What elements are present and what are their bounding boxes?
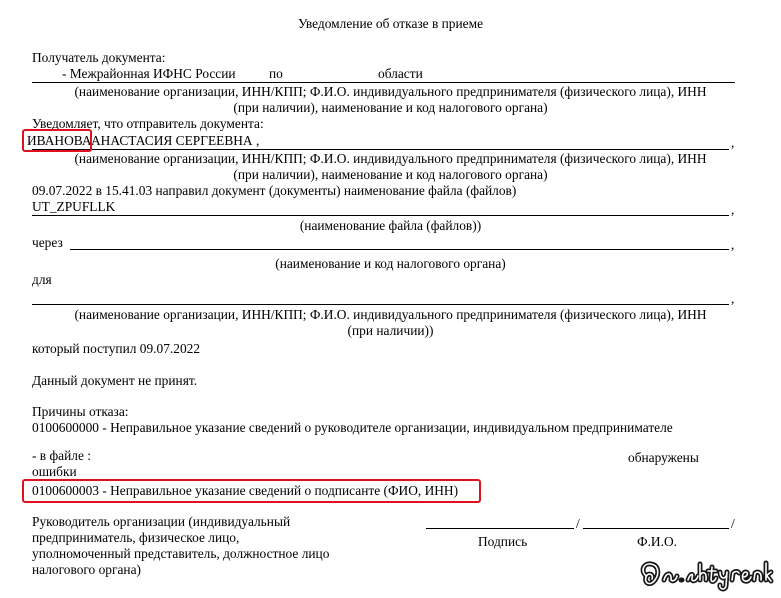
signature-line: [426, 528, 574, 529]
reason-highlight-box: [22, 479, 481, 503]
head-line-2: предприниматель, физическое лицо,: [32, 530, 240, 545]
sender-name: АНАСТАСИЯ СЕРГЕЕВНА ,: [91, 133, 260, 148]
file-comma: ,: [731, 202, 735, 217]
file-note: (наименование файла (файлов)): [299, 218, 482, 233]
recipient-prefix: - Межрайонная ИФНС России: [62, 66, 236, 81]
sender-note-2: (при наличии), наименование и код налогового органа): [233, 167, 548, 182]
recipient-po: по: [269, 66, 283, 81]
for-label: для: [32, 272, 52, 287]
head-line-4: налогового органа): [32, 562, 141, 577]
fio-line: [583, 528, 729, 529]
via-label: через: [32, 235, 63, 250]
file-underline: [32, 215, 729, 216]
sender-comma: ,: [731, 135, 735, 150]
head-line-3: уполномоченный представитель, должностное лицо: [32, 546, 330, 561]
sent-line: 09.07.2022 в 15.41.03 направил документ (документы) наименование файла (файлов): [32, 183, 517, 198]
via-note: (наименование и код налогового органа): [275, 256, 506, 271]
for-comma: ,: [731, 291, 735, 306]
surname-highlight-box: [22, 129, 92, 152]
document-title: Уведомление об отказе в приеме: [297, 16, 484, 31]
for-note-1: (наименование организации, ИНН/КПП; Ф.И.О. индивидуального предпринимателя (физического лица), ИНН: [74, 307, 707, 322]
via-underline: [70, 249, 729, 250]
fio-label: Ф.И.О.: [637, 534, 677, 549]
reasons-label: Причины отказа:: [32, 404, 129, 419]
reason-1: 0100600000 - Неправильное указание сведений о руководителе организации, индивидуальном предпринимателе: [32, 420, 673, 435]
notify-label: Уведомляет, что отправитель документа:: [32, 116, 264, 131]
not-accepted: Данный документ не принят.: [32, 373, 198, 388]
recipient-label: Получатель документа:: [32, 50, 166, 65]
recipient-note-2: (при наличии), наименование и код налогового органа): [233, 100, 548, 115]
for-underline: [32, 304, 729, 305]
signature-label: Подпись: [478, 534, 528, 549]
recipient-region: области: [378, 66, 423, 81]
head-line-1: Руководитель организации (индивидуальный: [32, 514, 291, 529]
errors-label: ошибки: [32, 464, 77, 479]
via-comma: ,: [731, 237, 735, 252]
author-watermark-logo: [636, 558, 774, 592]
signature-slash: /: [576, 516, 580, 531]
sender-underline: [32, 149, 729, 150]
fio-slash: /: [731, 516, 735, 531]
for-note-2: (при наличии)): [347, 323, 434, 338]
in-file-label: - в файле :: [32, 448, 91, 463]
reason-2: 0100600003 - Неправильное указание сведений о подписанте (ФИО, ИНН): [32, 483, 459, 498]
sender-note-1: (наименование организации, ИНН/КПП; Ф.И.О. индивидуального предпринимателя (физического лица), ИНН: [74, 151, 707, 166]
recipient-underline: [32, 82, 735, 83]
received-date: который поступил 09.07.2022: [32, 341, 201, 356]
found-label: обнаружены: [628, 450, 699, 465]
sender-surname: ИВАНОВА: [27, 133, 92, 148]
file-name: UT_ZPUFLLK: [32, 199, 116, 214]
recipient-note-1: (наименование организации, ИНН/КПП; Ф.И.О. индивидуального предпринимателя (физического лица), ИНН: [74, 84, 707, 99]
